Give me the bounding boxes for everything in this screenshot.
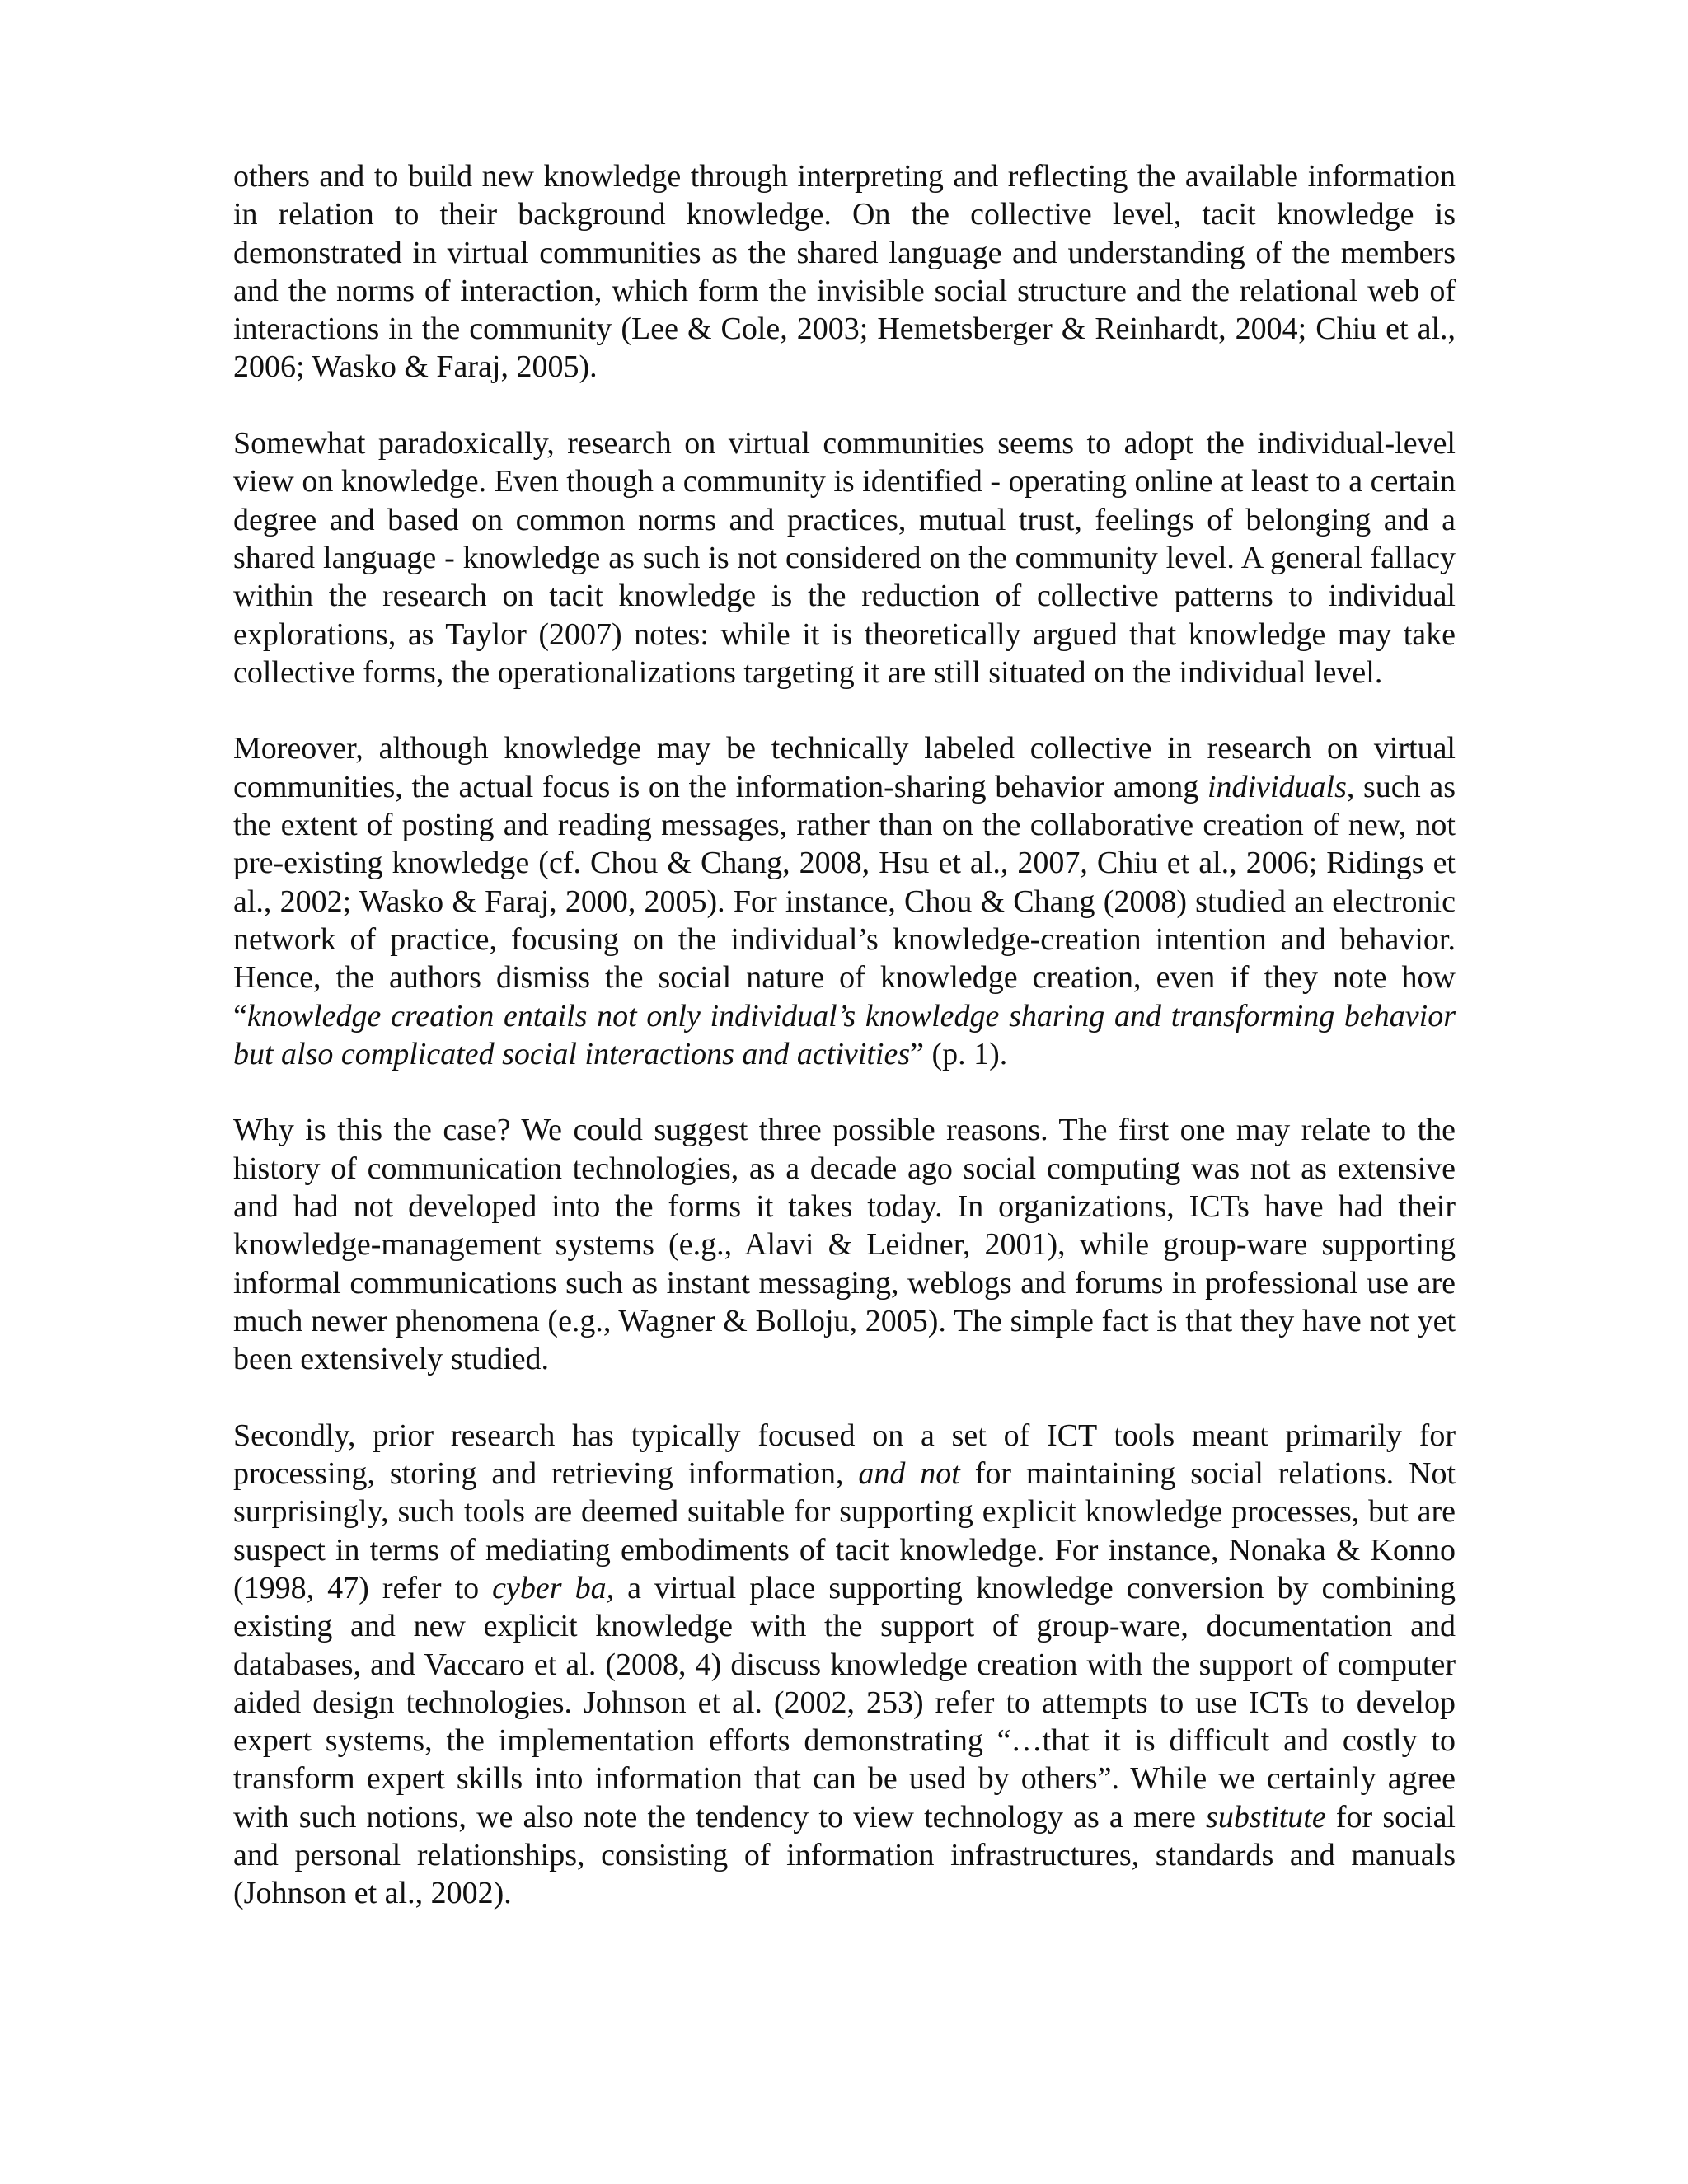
paragraph-5-text-d: for social and personal relationships, consisting of information infrastructures, standards and manuals (Johnson et al., 2002). <box>233 1799 1456 1911</box>
document-body <box>233 157 1456 1913</box>
paragraph-4-text: Why is this the case? We could suggest three possible reasons. The first one may relate to the history of communication technologies, as a decade ago social computing was not as extensive and had not developed into the forms it takes today. In organizations, ICTs have had their knowledge-management systems (e.g., Alavi & Leidner, 2001), while group-ware supporting informal communications such as instant messaging, weblogs and forums in professional use are much newer phenomena (e.g., Wagner & Bolloju, 2005). The simple fact is that they have not yet been extensively studied. <box>233 1113 1456 1377</box>
paragraph-5-text-b: for maintaining social relations. Not surprisingly, such tools are deemed suitable for supporting explicit knowledge processes, but are suspect in terms of mediating embodiments of tacit knowledge. For instance, Nonaka & Konno (1998, 47) refer to <box>233 1456 1456 1605</box>
paragraph-5-emphasis-a: and not <box>858 1456 960 1492</box>
paragraph-5-emphasis-b: cyber ba, <box>492 1570 615 1605</box>
paragraph-3-text-a: Moreover, although knowledge may be technically labeled collective in research on virtual communities, the actual focus is on the information-sharing behavior among <box>233 731 1456 804</box>
paragraph-4 <box>233 1111 1456 1378</box>
paragraph-3-emphasis-a: individuals <box>1207 769 1347 804</box>
paragraph-3-quote: knowledge creation entails not only individual’s knowledge sharing and transforming behavior but also complicated social interactions and activities <box>233 998 1456 1071</box>
paragraph-1-text: others and to build new knowledge through interpreting and reflecting the available information in relation to their background knowledge. On the collective level, tacit knowledge is demonstrated in virtual communities as the shared language and understanding of the members and the norms of interaction, which form the invisible social structure and the relational web of interactions in the community (Lee & Cole, 2003; Hemetsberger & Reinhardt, 2004; Chiu et al., 2006; Wasko & Faraj, 2005). <box>233 159 1456 385</box>
paragraph-2 <box>233 424 1456 691</box>
paragraph-1 <box>233 157 1456 387</box>
paragraph-3-text-c: ” (p. 1). <box>910 1036 1008 1071</box>
paragraph-2-text: Somewhat paradoxically, research on virtual communities seems to adopt the individual-level view on knowledge. Even though a community is identified - operating online at least to a certain degree and based on common norms and practices, mutual trust, feelings of belonging and a shared language - knowledge as such is not considered on the community level. A general fallacy within the research on tacit knowledge is the reduction of collective patterns to individual explorations, as Taylor (2007) notes: while it is theoretically argued that knowledge may take collective forms, the operationalizations targeting it are still situated on the individual level. <box>233 426 1456 690</box>
paragraph-5-emphasis-c: substitute <box>1206 1799 1326 1835</box>
paragraph-3-text-b: , such as the extent of posting and reading messages, rather than on the collaborative creation of new, not pre-existing knowledge (cf. Chou & Chang, 2008, Hsu et al., 2007, Chiu et al., 2006; Ridings et al., 2002; Wasko & Faraj, 2000, 2005). For instance, Chou & Chang (2008) studied an electronic network of practice, focusing on the individual’s knowledge-creation intention and behavior. Hence, the authors dismiss the social nature of knowledge creation, even if they note how “ <box>233 769 1456 1033</box>
paragraph-5-text-a: Secondly, prior research has typically focused on a set of ICT tools meant primarily for processing, storing and retrieving information, <box>233 1418 1456 1492</box>
paragraph-5 <box>233 1417 1456 1913</box>
paragraph-5-text-c: a virtual place supporting knowledge conversion by combining existing and new explicit knowledge with the support of group-ware, documentation and databases, and Vaccaro et al. (2008, 4) discuss knowledge creation with the support of computer aided design technologies. Johnson et al. (2002, 253) refer to attempts to use ICTs to develop expert systems, the implementation efforts demonstrating “…that it is difficult and costly to transform expert skills into information that can be used by others”. While we certainly agree with such notions, we also note the tendency to view technology as a mere <box>233 1570 1456 1835</box>
paragraph-3 <box>233 729 1456 1073</box>
